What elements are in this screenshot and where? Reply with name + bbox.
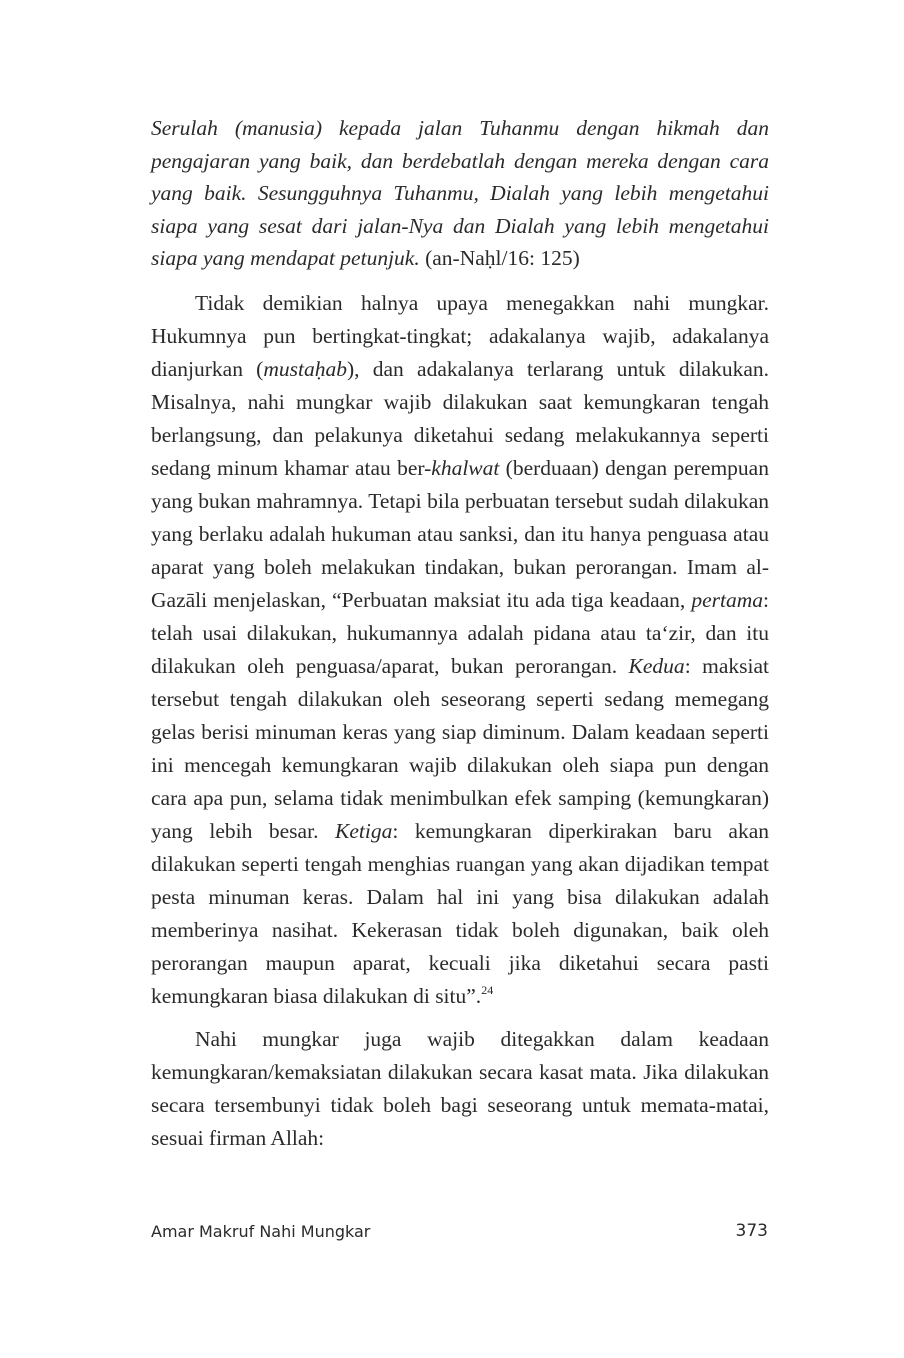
term-pertama: pertama: [691, 587, 764, 612]
page-number: 373: [735, 1221, 768, 1241]
paragraph-1-text: : kemungkaran diperkirakan baru akan dilakukan seperti tengah menghias ruangan yang akan dijadikan tempat pesta minuman keras. Dalam hal ini yang bisa dilakukan adalah memberinya nasihat. Kekerasan tidak boleh digunakan, baik oleh perorangan maupun aparat, kecuali jika diketahui secara pasti kemungkaran biasa dilakukan di situ”.: [151, 818, 769, 1008]
term-khalwat: khalwat: [431, 455, 500, 480]
quote-text: Serulah (manusia) kepada jalan Tuhanmu dengan hikmah dan pengajaran yang baik, dan berdebatlah dengan mereka dengan cara yang baik. Sesungguhnya Tuhanmu, Dialah yang lebih mengetahui siapa yang sesat dari jalan-Nya dan Dialah yang lebih mengetahui siapa yang mendapat petunjuk.: [151, 116, 769, 270]
running-title: Amar Makruf Nahi Mungkar: [151, 1222, 371, 1241]
term-ketiga: Ketiga: [335, 818, 393, 843]
paragraph-1-text: : telah usai dilakukan, hukumannya adalah pidana atau ta‘zir, dan itu dilakukan oleh penguasa/aparat, bukan perorangan.: [151, 587, 769, 678]
paragraph-1-text: ), dan adakalanya terlarang untuk dilakukan. Misalnya, nahi mungkar wajib dilakukan saat kemungkaran tengah berlangsung, dan pelakunya diketahui sedang melakukannya seperti sedang minum khamar atau ber-: [151, 356, 769, 480]
page-body: [151, 112, 769, 1155]
paragraph-1-text: (berduaan) dengan perempuan yang bukan mahramnya. Tetapi bila perbuatan tersebut sudah dilakukan yang berlaku adalah hukuman atau sanksi, dan itu hanya penguasa atau aparat yang boleh melakukan tindakan, bukan perorangan. Imam al-Gazāli menjelaskan, “Perbuatan maksiat itu ada tiga keadaan,: [151, 455, 769, 612]
quran-translation-quote: [151, 112, 769, 275]
footnote-marker: 24: [481, 982, 494, 997]
paragraph-2-text: Nahi mungkar juga wajib ditegakkan dalam keadaan kemungkaran/kemaksiatan dilakukan secara kasat mata. Jika dilakukan secara tersembunyi tidak boleh bagi seseorang untuk memata-matai, sesuai firman Allah:: [151, 1026, 769, 1150]
paragraph-1: [151, 287, 769, 1013]
paragraph-1-text: Tidak demikian halnya upaya menegakkan nahi mungkar. Hukumnya pun bertingkat-tingkat; adakalanya wajib, adakalanya dianjurkan (: [151, 290, 769, 381]
paragraph-1-text: : maksiat tersebut tengah dilakukan oleh seseorang seperti sedang memegang gelas berisi minuman keras yang siap diminum. Dalam keadaan seperti ini mencegah kemungkaran wajib dilakukan oleh siapa pun dengan cara apa pun, selama tidak menimbulkan efek samping (kemungkaran) yang lebih besar.: [151, 653, 769, 843]
term-kedua: Kedua: [628, 653, 685, 678]
quote-reference: (an-Naḥl/16: 125): [425, 246, 580, 270]
paragraph-2: [151, 1023, 769, 1155]
term-mustahab: mustaḥab: [263, 356, 347, 381]
